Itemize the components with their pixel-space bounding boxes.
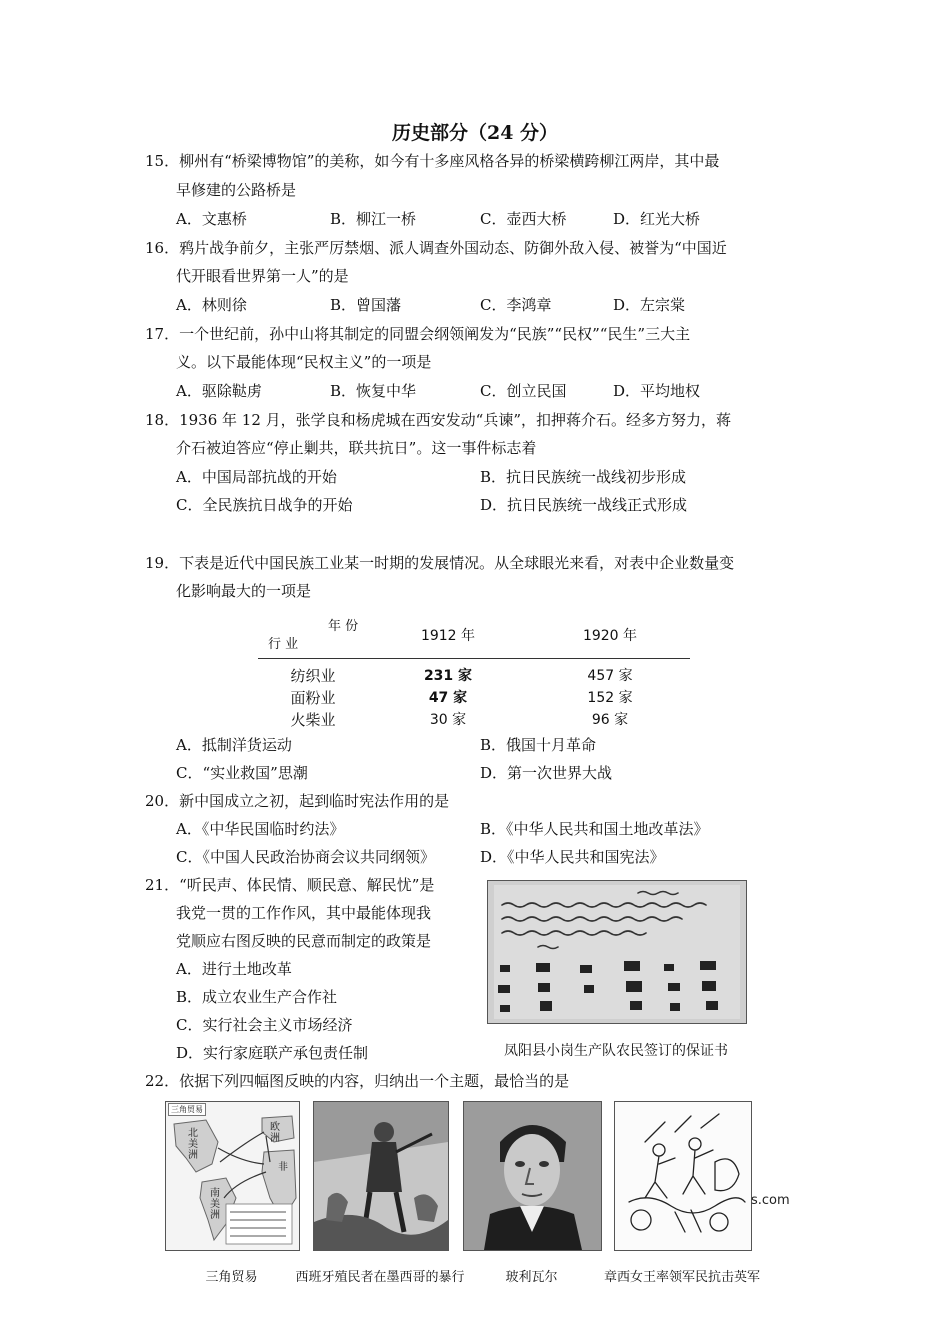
table-header-1920: 1920 年: [582, 628, 638, 644]
table-row-industry: 面粉业: [290, 689, 336, 707]
q19-option-b[interactable]: B．俄国十月革命: [480, 736, 597, 754]
q21-stem-line1: 21．“听民声、体民情、顺民意、解民忧”是: [145, 876, 435, 894]
q16-option-b[interactable]: B．曾国藩: [330, 296, 402, 314]
table-row-industry: 纺织业: [290, 667, 336, 685]
q19-option-a[interactable]: A．抵制洋货运动: [176, 736, 292, 754]
q15-stem-line1: 15．柳州有“桥梁博物馆”的美称，如今有十多座风格各异的桥梁横跨柳江两岸，其中最: [145, 152, 720, 170]
q21-option-b[interactable]: B．成立农业生产合作社: [176, 988, 338, 1006]
q20-stem: 20．新中国成立之初，起到临时宪法作用的是: [145, 792, 450, 810]
q19-option-d[interactable]: D．第一次世界大战: [480, 764, 613, 782]
q20-option-c[interactable]: C．《中国人民政治协商会议共同纲领》: [176, 848, 435, 866]
mexico-atrocity-engraving: [313, 1101, 449, 1251]
table-header-1912: 1912 年: [420, 628, 476, 644]
q17-option-b[interactable]: B．恢复中华: [330, 382, 417, 400]
q17-stem-line2: 义。以下最能体现“民权主义”的一项是: [176, 353, 432, 371]
q19-option-c[interactable]: C．“实业救国”思潮: [176, 764, 308, 782]
q16-option-c[interactable]: C．李鸿章: [480, 296, 552, 314]
table-row-1912: 47 家: [428, 690, 468, 706]
q20-option-b[interactable]: B．《中华人民共和国土地改革法》: [480, 820, 709, 838]
q19-stem-line1: 19．下表是近代中国民族工业某一时期的发展情况。从全球眼光来看，对表中企业数量变: [145, 554, 735, 572]
q15-option-b[interactable]: B．柳江一桥: [330, 210, 417, 228]
q18-option-a[interactable]: A．中国局部抗战的开始: [176, 468, 337, 486]
q17-option-c[interactable]: C．创立民国: [480, 382, 567, 400]
q22-stem: 22．依据下列四幅图反映的内容，归纳出一个主题，最恰当的是: [145, 1072, 570, 1090]
q15-option-c[interactable]: C．壶西大桥: [480, 210, 567, 228]
q16-option-a[interactable]: A．林则徐: [176, 296, 247, 314]
q18-stem-line2: 介石被迫答应“停止剿共，联共抗日”。这一事件标志着: [176, 439, 537, 457]
q16-option-d[interactable]: D．左宗棠: [613, 296, 686, 314]
q17-option-d[interactable]: D．平均地权: [613, 382, 701, 400]
section-title: 历史部分（24 分）: [391, 122, 559, 144]
table-row-industry: 火柴业: [290, 711, 336, 729]
q21-stem-line2: 我党一贯的工作作风，其中最能体现我: [176, 904, 432, 922]
watermark-text: s.com: [751, 1193, 790, 1208]
q19-stem-line2: 化影响最大的一项是: [176, 582, 312, 600]
map-label-africa: 非: [278, 1162, 288, 1173]
table-row-1912: 231 家: [423, 668, 473, 684]
table-row-1912: 30 家: [429, 712, 467, 728]
caption-triangle-trade: 三角贸易: [205, 1270, 258, 1285]
triangle-trade-map: [165, 1101, 300, 1251]
table-row-1920: 152 家: [587, 690, 633, 706]
q16-stem-line2: 代开眼看世界第一人”的是: [176, 267, 349, 285]
caption-rani-battle: 章西女王率领军民抗击英军: [603, 1270, 760, 1285]
map-label-europe: 欧洲: [270, 1122, 280, 1144]
q21-option-a[interactable]: A．进行土地改革: [176, 960, 292, 978]
table-corner-industry: 行 业: [268, 637, 299, 652]
q18-option-c[interactable]: C．全民族抗日战争的开始: [176, 496, 353, 514]
map-label-north-america: 北美洲: [188, 1128, 198, 1161]
table-row-1920: 96 家: [591, 712, 629, 728]
guarantee-document-caption: 凤阳县小岗生产队农民签订的保证书: [504, 1043, 728, 1059]
caption-bolivar: 玻利瓦尔: [505, 1270, 558, 1285]
q15-stem-line2: 早修建的公路桥是: [176, 181, 297, 199]
guarantee-document-image: [487, 880, 747, 1024]
bolivar-portrait: [463, 1101, 602, 1251]
q17-stem-line1: 17．一个世纪前，孙中山将其制定的同盟会纲领阐发为“民族”“民权”“民生”三大主: [145, 325, 691, 343]
q21-stem-line3: 党顺应右图反映的民意而制定的政策是: [176, 932, 432, 950]
table-row-1920: 457 家: [587, 668, 633, 684]
map-label-south-america: 南美洲: [210, 1188, 220, 1221]
q18-stem-line1: 18．1936 年 12 月，张学良和杨虎城在西安发动“兵谏”，扣押蒋介石。经多方努力，蒋: [145, 411, 731, 429]
q15-option-a[interactable]: A．文惠桥: [176, 210, 247, 228]
q18-option-d[interactable]: D．抗日民族统一战线正式形成: [480, 496, 688, 514]
q20-option-d[interactable]: D．《中华人民共和国宪法》: [480, 848, 665, 866]
rani-battle-drawing: [614, 1101, 752, 1251]
q21-option-d[interactable]: D．实行家庭联产承包责任制: [176, 1044, 369, 1062]
table-corner-year: 年 份: [328, 619, 359, 634]
q15-option-d[interactable]: D．红光大桥: [613, 210, 701, 228]
table-rule: [258, 658, 690, 659]
map-legend-title: 三角贸易: [168, 1103, 206, 1116]
caption-mexico-atrocity: 西班牙殖民者在墨西哥的暴行: [295, 1270, 465, 1285]
q16-stem-line1: 16．鸦片战争前夕，主张严厉禁烟、派人调查外国动态、防御外敌入侵、被誉为“中国近: [145, 239, 727, 257]
q18-option-b[interactable]: B．抗日民族统一战线初步形成: [480, 468, 687, 486]
q17-option-a[interactable]: A．驱除鞑虏: [176, 382, 262, 400]
q21-option-c[interactable]: C．实行社会主义市场经济: [176, 1016, 353, 1034]
q20-option-a[interactable]: A．《中华民国临时约法》: [176, 820, 345, 838]
